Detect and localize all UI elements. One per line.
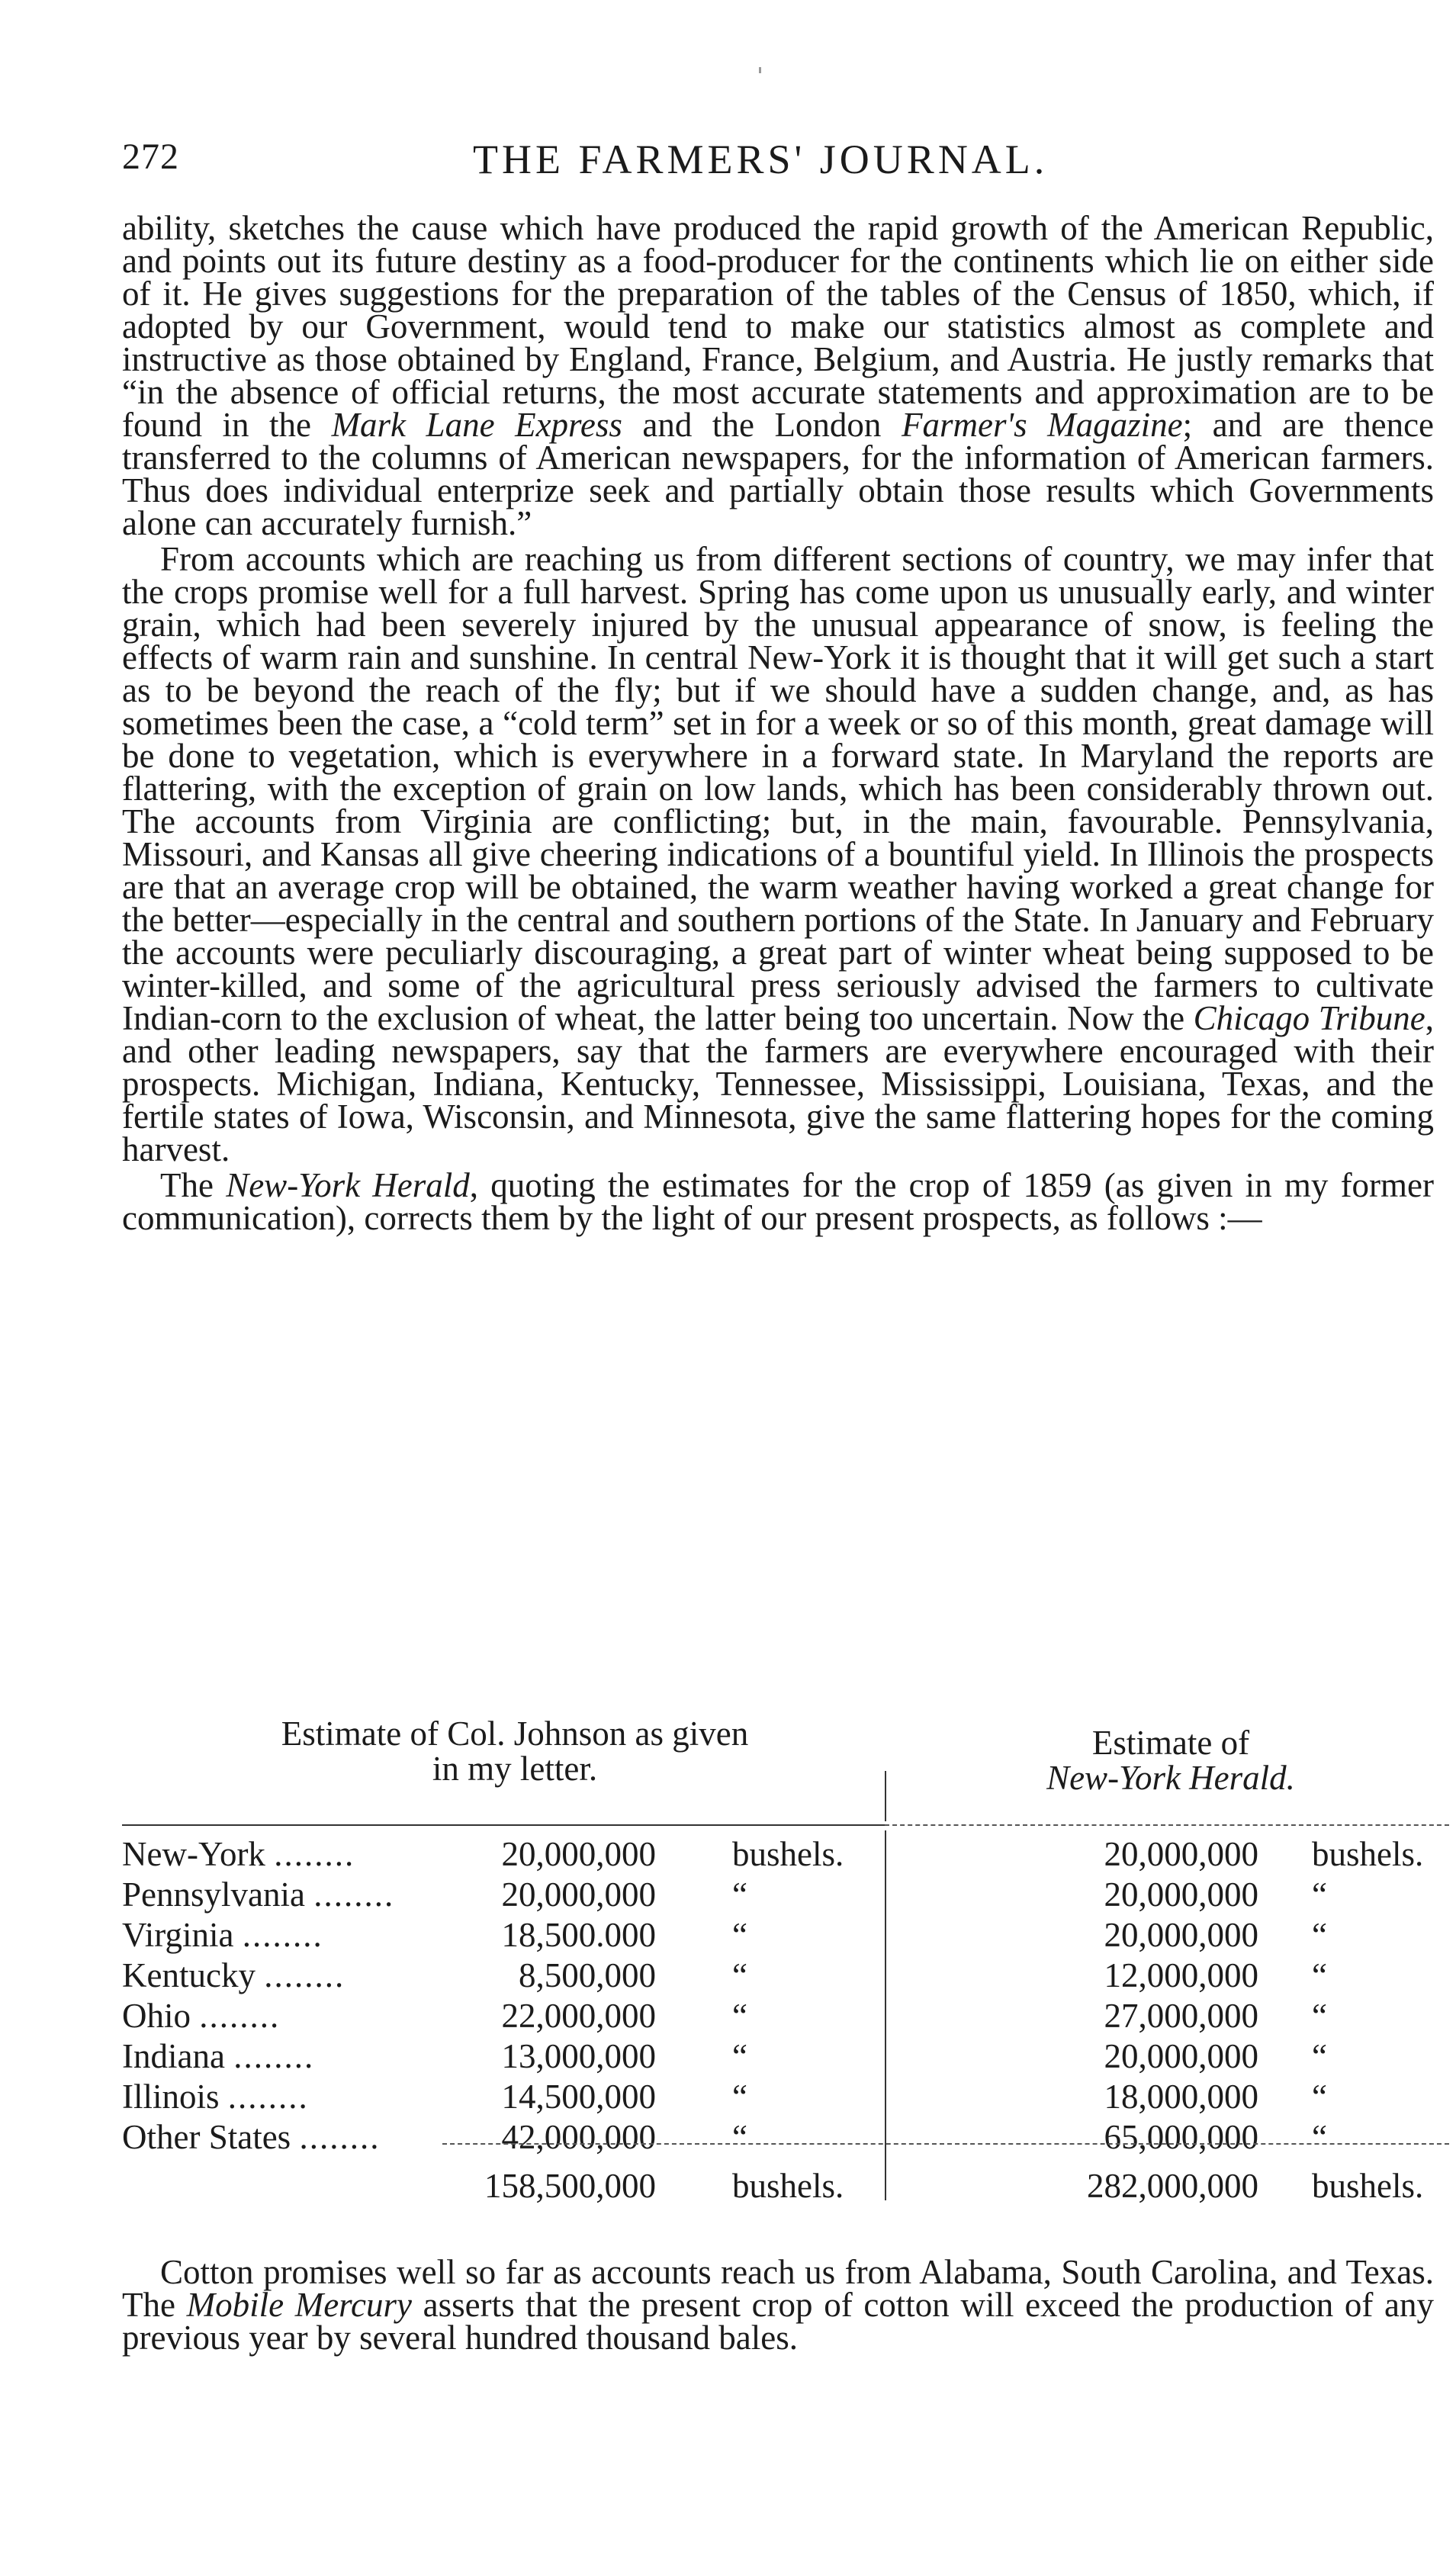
column-heading-line: Estimate of: [1091, 1724, 1250, 1762]
publication-title: New-York Herald: [226, 1166, 470, 1204]
johnson-estimate: 18,500.000: [501, 1916, 656, 1954]
state-label: Indiana: [122, 2037, 225, 2075]
paragraph-text: and the London: [622, 406, 902, 444]
table-row: [122, 2077, 1449, 2116]
dot-leader: ........: [313, 1875, 395, 1914]
johnson-estimate: 22,000,000: [501, 1997, 656, 2035]
paragraph-text: Cotton promises well so far as accounts reach us from Alabama, South Carolina, and Texas. The: [122, 2253, 1434, 2324]
print-speck: [759, 67, 761, 73]
herald-unit: “: [1312, 2118, 1327, 2156]
dot-leader: ........: [299, 2118, 381, 2156]
johnson-estimate: 20,000,000: [501, 1835, 656, 1873]
johnson-estimate: 20,000,000: [501, 1875, 656, 1914]
table-row: [122, 2117, 1449, 2156]
herald-column-heading: [946, 1725, 1396, 1795]
dot-leader: ........: [199, 1997, 281, 2035]
dot-leader: ........: [264, 1956, 346, 1994]
johnson-unit: “: [732, 1956, 747, 1994]
johnson-unit: “: [732, 2037, 747, 2075]
running-title: THE FARMERS' JOURNAL.: [473, 137, 1049, 182]
column-heading-line: New-York Herald.: [1046, 1759, 1295, 1797]
state-name: [122, 1875, 473, 1914]
state-name: [122, 2077, 473, 2116]
page-number: 272: [122, 137, 179, 177]
herald-unit: “: [1312, 1916, 1327, 1954]
herald-estimate: 20,000,000: [1104, 1835, 1258, 1873]
johnson-unit: bushels.: [732, 1835, 844, 1873]
state-label: Virginia: [122, 1916, 234, 1954]
column-heading-line: Estimate of Col. Johnson as given: [281, 1715, 749, 1753]
herald-estimate: 27,000,000: [1104, 1997, 1258, 2035]
paragraph-cotton: [122, 2253, 1434, 2357]
paragraph-crops: [122, 540, 1434, 1168]
state-label: Illinois: [122, 2078, 220, 2116]
total-rule: [442, 2143, 1449, 2145]
herald-estimate: 12,000,000: [1104, 1956, 1258, 1994]
herald-total: 282,000,000: [1087, 2167, 1258, 2205]
publication-title: Chicago Tribune: [1193, 999, 1425, 1037]
paragraph-text: ability, sketches the cause which have produced the rapid growth of the American Republic, and points out its future destiny as a food-producer for the continents which lie on either side of it. He gives suggestions for the preparation of the tables of the Census of 1850, which, if adopted by our Government, would tend to make our statistics almost as complete and instructive as those obtained by England, France, Belgium, and Austria. He justly remarks that “in the absence of official returns, the most accurate statements and approximation are to be found in the: [122, 209, 1434, 444]
johnson-unit: “: [732, 2078, 747, 2116]
dot-leader: ........: [233, 2037, 315, 2075]
closing-paragraph: [122, 2253, 1434, 2357]
state-name: [122, 2117, 473, 2157]
state-label: Kentucky: [122, 1956, 256, 1994]
johnson-estimate: 13,000,000: [501, 2037, 656, 2075]
column-divider: [885, 1771, 886, 1821]
herald-unit: “: [1312, 1875, 1327, 1914]
herald-estimate: 20,000,000: [1104, 2037, 1258, 2075]
table-row: [122, 1996, 1449, 2035]
page-header: [122, 136, 1281, 189]
johnson-unit: “: [732, 1997, 747, 2035]
paragraph-text: From accounts which are reaching us from different sections of country, we may infer that the crops promise well for a full harvest. Spring has come upon us unusually early, and winter grain, which had been severely injured by the unusual appearance of snow, is feeling the effects of warm rain and sunshine. In central New-York it is thought that it will get such a start as to be beyond the reach of the fly; but if we should have a sudden change, and, as has sometimes been the case, a “cold term” set in for a week or so of this month, great damage will be done to vegetation, which is everywhere in a forward state. In Maryland the reports are flattering, with the exception of grain on low lands, which has been considerably thrown out. The accounts from Virginia are conflicting; but, in the main, favourable. Pennsylvania, Missouri, and Kansas all give cheering indications of a bountiful yield. In Illinois the prospects are that an average crop will be obtained, the warm weather having worked a great change for the better—especially in the central and southern portions of the State. In January and February the accounts were peculiarly discouraging, a great part of winter wheat being supposed to be winter-killed, and some of the agricultural press seriously advised the farmers to cultivate Indian-corn to the exclusion of wheat, the latter being too uncertain. Now the: [122, 540, 1434, 1037]
herald-estimate: 20,000,000: [1104, 1875, 1258, 1914]
table-row: [122, 1834, 1449, 1873]
paragraph-text: ; and are thence transferred to the columns of American newspapers, for the information of American farmers. Thus does individual enterprize seek and partially obtain those results which Governments alone can accurately furnish.”: [122, 406, 1435, 542]
state-name: [122, 1956, 473, 1995]
herald-unit: “: [1312, 1956, 1327, 1994]
state-name: [122, 1915, 473, 1955]
table-total-row: [122, 2166, 1449, 2205]
publication-title: Farmer's Magazine: [901, 406, 1183, 444]
herald-unit: bushels.: [1312, 1835, 1424, 1873]
johnson-unit: “: [732, 1916, 747, 1954]
herald-estimate: 18,000,000: [1104, 2078, 1258, 2116]
dot-leader: ........: [242, 1916, 323, 1954]
johnson-estimate: 14,500,000: [501, 2078, 656, 2116]
dot-leader: ........: [227, 2078, 309, 2116]
johnson-unit: “: [732, 2118, 747, 2156]
herald-unit: “: [1312, 1997, 1327, 2035]
paragraph-text: , quoting the estimates for the crop of 1859 (as given in my former communication), corrects them by the light of our present prospects, as follows :—: [122, 1166, 1434, 1237]
johnson-column-heading: [191, 1716, 839, 1786]
publication-title: Mark Lane Express: [331, 406, 622, 444]
herald-unit: “: [1312, 2078, 1327, 2116]
state-label: New-York: [122, 1835, 265, 1873]
state-name: [122, 1834, 473, 1874]
article-body: [122, 209, 1435, 1237]
paragraph-census: [122, 209, 1435, 542]
table-row: [122, 1875, 1449, 1914]
state-name: [122, 1996, 473, 2036]
state-name: [122, 2036, 473, 2076]
state-label: Ohio: [122, 1997, 191, 2035]
column-heading-line: in my letter.: [432, 1750, 598, 1788]
table-row: [122, 1915, 1449, 1954]
paragraph-text: The: [160, 1166, 227, 1204]
crop-estimate-table: [122, 1716, 1449, 2235]
herald-estimate: 65,000,000: [1104, 2118, 1258, 2156]
johnson-total: 158,500,000: [484, 2167, 656, 2205]
herald-estimate: 20,000,000: [1104, 1916, 1258, 1954]
johnson-estimate: 42,000,000: [501, 2118, 656, 2156]
herald-total-unit: bushels.: [1312, 2167, 1424, 2205]
header-rule-dashed: [885, 1824, 1449, 1826]
herald-unit: “: [1312, 2037, 1327, 2075]
paragraph-text: , and other leading newspapers, say that the farmers are everywhere encouraged with their prospects. Michigan, Indiana, Kentucky, Tennessee, Mississippi, Louisiana, Texas, and the fertile states of Iowa, Wisconsin, and Minnesota, give the same flattering hopes for the coming harvest.: [122, 999, 1434, 1168]
paragraph-herald: [122, 1166, 1434, 1237]
state-label: Pennsylvania: [122, 1875, 305, 1914]
table-row: [122, 1956, 1449, 1994]
publication-title: Mobile Mercury: [186, 2286, 412, 2324]
state-label: Other States: [122, 2118, 291, 2156]
johnson-total-unit: bushels.: [732, 2167, 844, 2205]
header-rule: [122, 1824, 885, 1826]
johnson-estimate: 8,500,000: [519, 1956, 656, 1994]
table-row: [122, 2036, 1449, 2075]
johnson-unit: “: [732, 1875, 747, 1914]
paragraph-text: asserts that the present crop of cotton will exceed the production of any previous year by several hundred thousand bales.: [122, 2286, 1434, 2357]
dot-leader: ........: [274, 1835, 355, 1873]
